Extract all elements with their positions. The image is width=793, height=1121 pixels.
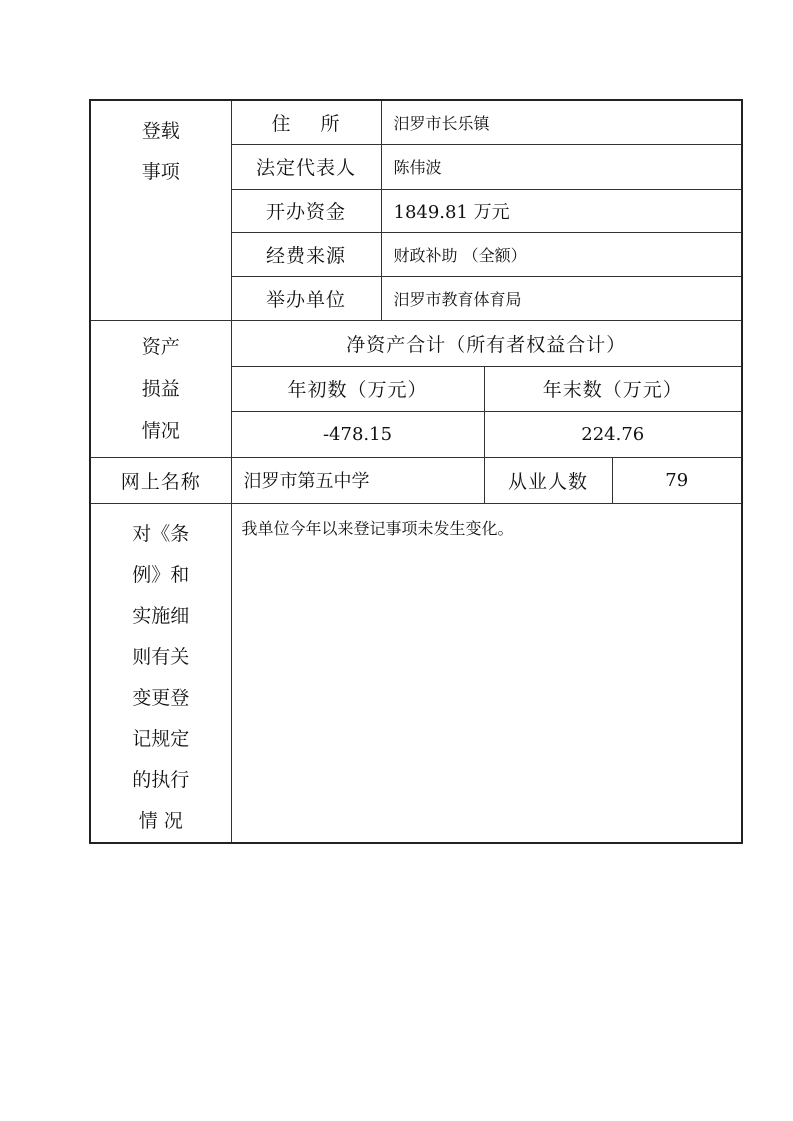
registration-label-line-1: 登载 xyxy=(141,120,180,142)
regulation-content: 我单位今年以来登记事项未发生变化。 xyxy=(231,503,742,843)
assets-label-line-3: 情况 xyxy=(141,419,180,442)
year-start-value: -478.15 xyxy=(231,411,484,457)
regulation-label-line-3: 实施细 xyxy=(132,604,190,627)
funding-value: 财政补助 （全额） xyxy=(381,232,742,276)
regulation-label-line-6: 记规定 xyxy=(132,727,190,750)
row-address xyxy=(90,100,742,144)
regulation-label-line-8: 情 况 xyxy=(138,809,183,832)
net-assets-header: 净资产合计（所有者权益合计） xyxy=(231,320,742,366)
annual-report-form-table xyxy=(89,99,743,844)
organizer-label: 举办单位 xyxy=(231,276,381,320)
address-value: 汨罗市长乐镇 xyxy=(381,100,742,144)
address-label-char-2: 所 xyxy=(320,112,341,135)
capital-label: 开办资金 xyxy=(231,189,381,232)
regulation-label-line-4: 则有关 xyxy=(132,645,190,668)
capital-value: 1849.81 万元 xyxy=(381,189,742,232)
regulation-label-line-5: 变更登 xyxy=(132,686,190,709)
assets-label-line-1: 资产 xyxy=(141,335,180,358)
registration-label-line-2: 事项 xyxy=(141,161,180,183)
legal-rep-label: 法定代表人 xyxy=(231,144,381,189)
row-assets-header xyxy=(90,320,742,366)
year-end-value: 224.76 xyxy=(484,411,742,457)
funding-label: 经费来源 xyxy=(231,232,381,276)
legal-rep-value: 陈伟波 xyxy=(381,144,742,189)
staff-count-label: 从业人数 xyxy=(484,457,612,503)
row-online-name xyxy=(90,457,742,503)
year-start-label: 年初数（万元） xyxy=(231,366,484,411)
year-end-label: 年末数（万元） xyxy=(484,366,742,411)
assets-section-label xyxy=(90,320,231,457)
regulation-section-label xyxy=(90,503,231,843)
regulation-label-line-7: 的执行 xyxy=(132,768,190,791)
organizer-value: 汨罗市教育体育局 xyxy=(381,276,742,320)
row-regulation xyxy=(90,503,742,843)
registration-section-label xyxy=(90,100,231,320)
address-label xyxy=(231,100,381,144)
address-label-char-1: 住 xyxy=(271,112,292,135)
regulation-label-line-1: 对《条 xyxy=(132,522,190,545)
regulation-label-line-2: 例》和 xyxy=(132,563,190,586)
staff-count-value: 79 xyxy=(612,457,742,503)
online-name-label: 网上名称 xyxy=(90,457,231,503)
online-name-value: 汨罗市第五中学 xyxy=(231,457,484,503)
assets-label-line-2: 损益 xyxy=(141,377,180,400)
